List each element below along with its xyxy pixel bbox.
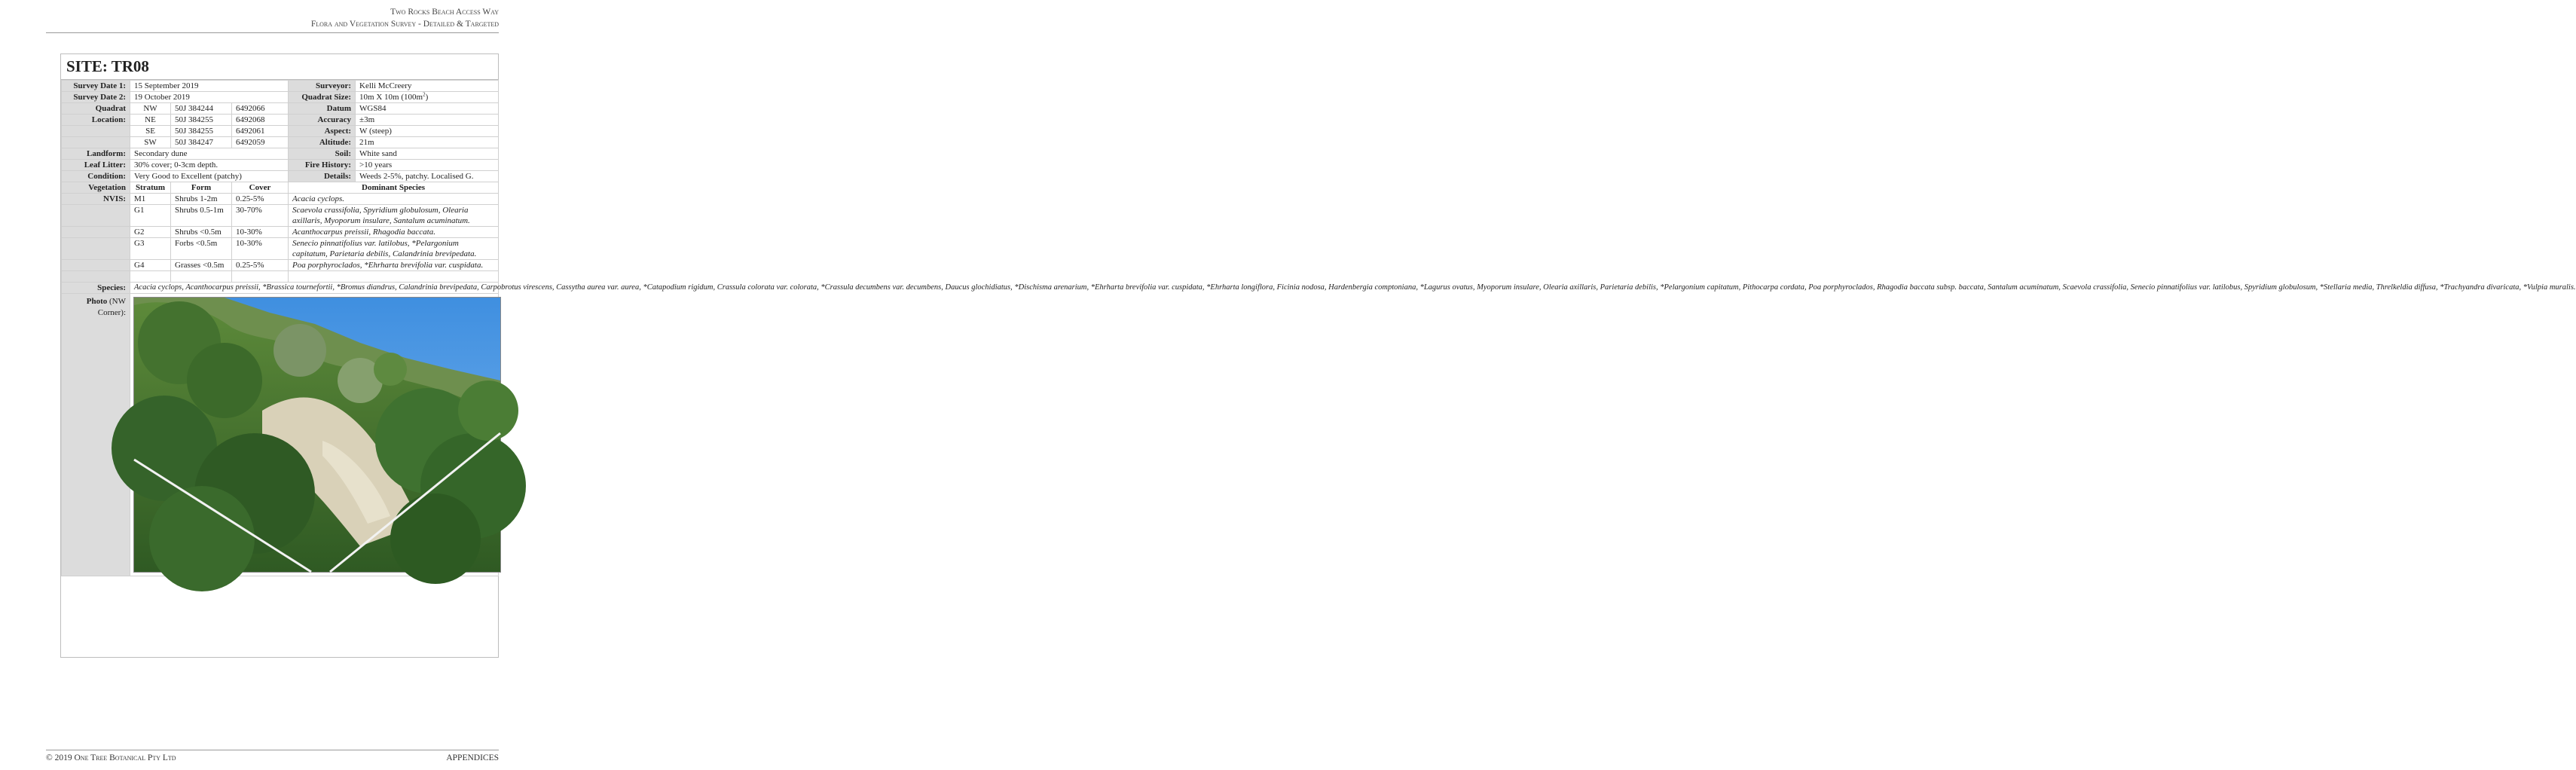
condition-label: Condition:: [62, 171, 130, 182]
accuracy: ±3m: [356, 115, 499, 126]
nvis-label-blank: [62, 227, 130, 238]
col-stratum: Stratum: [130, 182, 171, 194]
details-value: Weeds 2-5%, patchy. Localised G.: [356, 171, 499, 182]
altitude: 21m: [356, 137, 499, 148]
corner-ne-northing: 6492068: [232, 115, 289, 126]
corner-sw-easting: 50J 384247: [171, 137, 232, 148]
surveyor-label: Surveyor:: [289, 81, 356, 92]
survey-date2: 19 October 2019: [130, 92, 289, 103]
nvis-form: Grasses <0.5m: [171, 260, 232, 271]
nvis-spacer: [232, 271, 289, 283]
nvis-form: Forbs <0.5m: [171, 238, 232, 260]
site-details-table: [61, 80, 2576, 576]
footer-copyright: © 2019 One Tree Botanical Pty Ltd: [46, 753, 176, 762]
altitude-label: Altitude:: [289, 137, 356, 148]
fire-history: >10 years: [356, 160, 499, 171]
corner-se: SE: [130, 126, 171, 137]
soil: White sand: [356, 148, 499, 160]
leaf-litter-label: Leaf Litter:: [62, 160, 130, 171]
survey-date2-label: Survey Date 2:: [62, 92, 130, 103]
col-cover: Cover: [232, 182, 289, 194]
species-list: Acacia cyclops, Acanthocarpus preissii, *Brassica tournefortii, *Bromus diandrus, Calandrinia brevipedata, Carpobrotus virescens, Cassytha aurea var. aurea, *Catapodium rigidum, Crassula colorata var. colorata, *Crassula decumbens var. decumbens, Daucus glochidiatus, *Dischisma arenarium, *Ehrharta brevifolia var. cuspidata, *Ehrharta longiflora, Ficinia nodosa, Hardenbergia comptoniana, *Lagurus ovatus, Myoporum insulare, Olearia axillaris, Parietaria debilis, *Pelargonium capitatum, Pithocarpa cordata, Poa porphyroclados, Rhagodia baccata subsp. baccata, Santalum acuminatum, Scaevola crassifolia, Senecio pinnatifolius var. latilobus, Spyridium globulosum, *Stellaria media, Threlkeldia diffusa, *Trachyandra divaricata, *Vulpia muralis.: [130, 283, 499, 294]
site-photo-illustration: [134, 298, 500, 572]
nvis-spacer: [171, 271, 232, 283]
nvis-cover: 0.25-5%: [232, 260, 289, 271]
nvis-cover: 30-70%: [232, 205, 289, 227]
nvis-stratum: G3: [130, 238, 171, 260]
corner-ne-easting: 50J 384255: [171, 115, 232, 126]
nvis-label: NVIS:: [62, 194, 130, 205]
landform-label: Landform:: [62, 148, 130, 160]
nvis-spacer-label: [62, 271, 130, 283]
nvis-cover: 0.25-5%: [232, 194, 289, 205]
aspect: W (steep): [356, 126, 499, 137]
quadrat-size-label: Quadrat Size:: [289, 92, 356, 103]
corner-nw: NW: [130, 103, 171, 115]
nvis-stratum: M1: [130, 194, 171, 205]
nvis-species: Acacia cyclops.: [289, 194, 499, 205]
species-label: Species:: [62, 283, 130, 294]
nvis-label-blank: [62, 238, 130, 260]
leaf-litter: 30% cover; 0-3cm depth.: [130, 160, 289, 171]
nvis-stratum: G1: [130, 205, 171, 227]
accuracy-label: Accuracy: [289, 115, 356, 126]
photo-label: Photo (NW Corner):: [62, 294, 130, 576]
fire-history-label: Fire History:: [289, 160, 356, 171]
soil-label: Soil:: [289, 148, 356, 160]
footer-section: APPENDICES: [446, 753, 499, 762]
survey-date1: 15 September 2019: [130, 81, 289, 92]
header-rule: [46, 32, 499, 33]
location-label: Location:: [62, 115, 130, 126]
nvis-species: Senecio pinnatifolius var. latilobus, *Pelargonium capitatum, Parietaria debilis, Calandrinia brevipedata.: [289, 238, 499, 260]
site-sheet: [60, 53, 2576, 658]
header-project: Two Rocks Beach Access Way: [390, 8, 499, 17]
quadrat-size: 10m X 10m $(100m^2)$: [356, 92, 499, 103]
surveyor: Kelli McCreery: [356, 81, 499, 92]
nvis-spacer: [130, 271, 171, 283]
corner-nw-easting: 50J 384244: [171, 103, 232, 115]
site-title: SITE: TR08: [61, 54, 498, 80]
nvis-spacer: [289, 271, 499, 283]
corner-sw: SW: [130, 137, 171, 148]
nvis-form: Shrubs 0.5-1m: [171, 205, 232, 227]
corner-se-northing: 6492061: [232, 126, 289, 137]
header-report: Flora and Vegetation Survey - Detailed & Targeted: [310, 20, 499, 29]
condition: Very Good to Excellent (patchy): [130, 171, 289, 182]
running-header: [311, 6, 499, 30]
photo-cell: [130, 294, 499, 576]
nvis-species: Poa porphyroclados, *Ehrharta brevifolia var. cuspidata.: [289, 260, 499, 271]
corner-se-easting: 50J 384255: [171, 126, 232, 137]
nvis-label-blank: [62, 205, 130, 227]
landform: Secondary dune: [130, 148, 289, 160]
nvis-label-blank: [62, 260, 130, 271]
site-photo: [133, 297, 501, 573]
nvis-form: Shrubs <0.5m: [171, 227, 232, 238]
aspect-label: Aspect:: [289, 126, 356, 137]
col-dominant-species: Dominant Species: [289, 182, 499, 194]
quadrat-label: Quadrat: [62, 103, 130, 115]
nvis-cover: 10-30%: [232, 227, 289, 238]
location-blank-2: [62, 137, 130, 148]
col-form: Form: [171, 182, 232, 194]
survey-date1-label: Survey Date 1:: [62, 81, 130, 92]
corner-ne: NE: [130, 115, 171, 126]
datum-label: Datum: [289, 103, 356, 115]
nvis-species: Acanthocarpus preissii, Rhagodia baccata.: [289, 227, 499, 238]
details-label: Details:: [289, 171, 356, 182]
vegetation-label: Vegetation: [62, 182, 130, 194]
corner-nw-northing: 6492066: [232, 103, 289, 115]
nvis-species: Scaevola crassifolia, Spyridium globulosum, Olearia axillaris, Myoporum insulare, Santalum acuminatum.: [289, 205, 499, 227]
location-blank-1: [62, 126, 130, 137]
nvis-cover: 10-30%: [232, 238, 289, 260]
nvis-stratum: G2: [130, 227, 171, 238]
corner-sw-northing: 6492059: [232, 137, 289, 148]
nvis-form: Shrubs 1-2m: [171, 194, 232, 205]
datum: WGS84: [356, 103, 499, 115]
nvis-stratum: G4: [130, 260, 171, 271]
